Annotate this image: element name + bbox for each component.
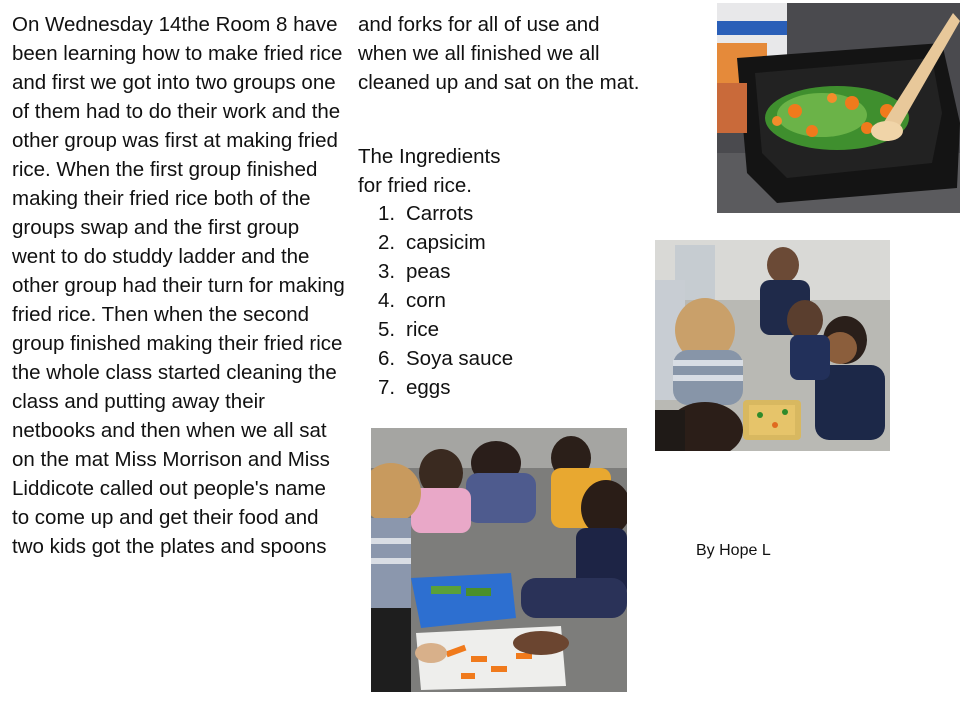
list-item-number: 2. [378,231,396,254]
list-item [358,315,513,344]
list-item [358,373,513,402]
ingredients-list [358,199,513,402]
ingredients-title [358,142,558,200]
list-item-label: rice [406,318,440,341]
list-item [358,199,513,228]
list-item-number: 5. [378,318,396,341]
list-item [358,257,513,286]
list-item [358,228,513,257]
list-item-label: corn [406,289,446,312]
story-text-column-1: On Wednesday 14the Room 8 have been learning how to make fried rice and first we got into two groups one of them had to do their work and the other group was first at making fried rice. When the first group finished making their fried rice both of the groups swap and the first group went to do studdy ladder and the other group had their turn for making fried rice. Then when the second group finished making their fried rice the whole class started cleaning the class and putting away their netbooks and then when we all sat on the mat Miss Morrison and Miss Liddicote called out people's name to come up and get their food and two kids got the plates and spoons [12,13,345,558]
list-item-label: peas [406,260,451,283]
list-item-label: eggs [406,376,451,399]
ingredients-title-line-1: The Ingredients [358,145,501,168]
list-item [358,286,513,315]
story-text-column-2: and forks for all of use and when we all finished we all cleaned up and sat on the mat. [358,13,640,94]
list-item-number: 6. [378,347,396,370]
list-item-label: Soya sauce [406,347,514,370]
list-item-label: capsicim [406,231,486,254]
list-item-label: Carrots [406,202,474,225]
list-item-number: 1. [378,202,396,225]
list-item-number: 3. [378,260,396,283]
list-item-number: 7. [378,376,396,399]
list-item [358,344,513,373]
byline: By Hope L [696,542,771,559]
photo-students-chopping [371,428,627,692]
ingredients-title-line-2: for fried rice. [358,174,472,197]
list-item-number: 4. [378,289,396,312]
photo-frying-pan [717,3,960,213]
photo-students-group [655,240,890,451]
